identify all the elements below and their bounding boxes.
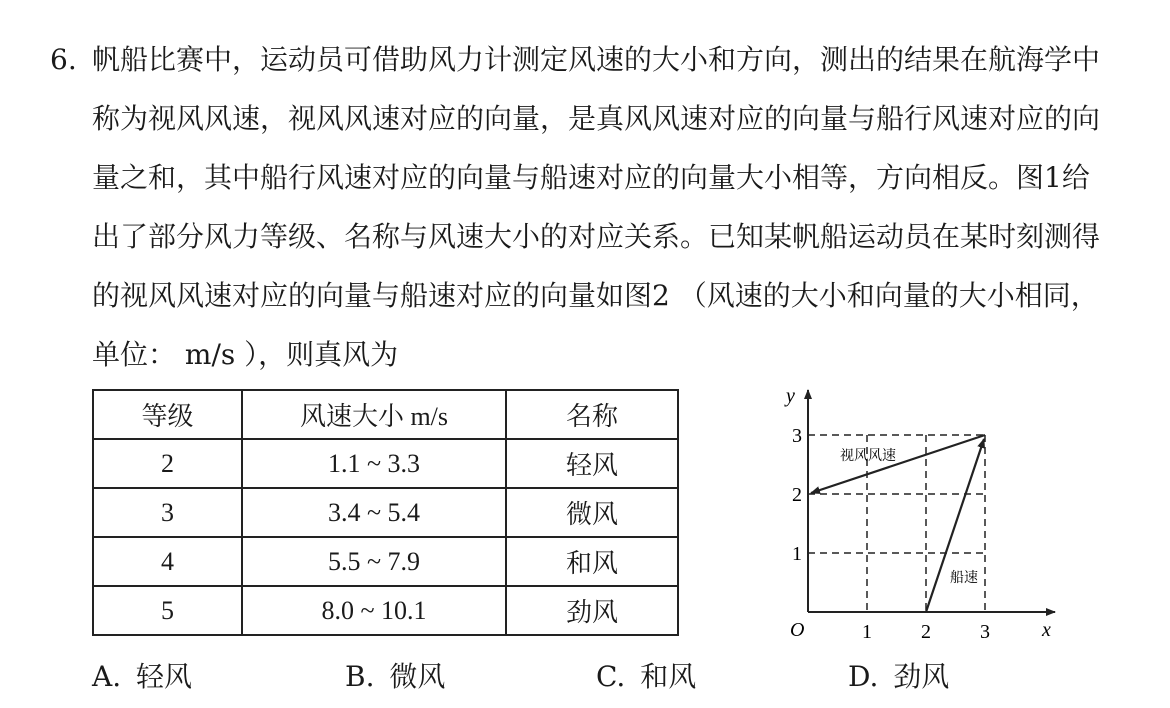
cell-speed: 5.5 ~ 7.9 xyxy=(242,537,506,586)
table-row xyxy=(93,586,678,635)
cell-level: 2 xyxy=(93,439,242,488)
question-line-1: 帆船比赛中，运动员可借助风力计测定风速的大小和方向，测出的结果在航海学中 xyxy=(92,43,1101,76)
cell-name: 和风 xyxy=(506,537,678,586)
y-tick-label: 2 xyxy=(792,484,802,506)
y-axis-label: y xyxy=(786,385,795,407)
x-tick-label: 1 xyxy=(862,621,872,643)
header-name: 名称 xyxy=(506,390,678,439)
boat-speed-label: 船速 xyxy=(950,571,978,586)
option-c[interactable] xyxy=(596,655,696,695)
question-number: 6. xyxy=(50,43,77,76)
apparent-wind-vector xyxy=(811,435,985,493)
y-tick-label: 1 xyxy=(792,543,802,565)
x-tick-label: 3 xyxy=(980,621,990,643)
x-tick-label: 2 xyxy=(921,621,931,643)
table-header-row xyxy=(93,390,678,439)
option-letter: B. xyxy=(345,660,375,693)
option-a[interactable] xyxy=(92,655,192,695)
option-d[interactable] xyxy=(848,655,949,695)
apparent-wind-label: 视风风速 xyxy=(840,449,896,464)
x-axis-label: x xyxy=(1042,619,1051,641)
cell-level: 5 xyxy=(93,586,242,635)
cell-speed: 1.1 ~ 3.3 xyxy=(242,439,506,488)
wind-scale-table xyxy=(92,389,679,636)
option-text: 微风 xyxy=(389,660,446,693)
option-b[interactable] xyxy=(345,655,445,695)
boat-speed-vector xyxy=(926,439,984,612)
table-row xyxy=(93,488,678,537)
table-row xyxy=(93,537,678,586)
question-line-4: 出了部分风力等级、名称与风速大小的对应关系。已知某帆船运动员在某时刻测得 xyxy=(92,220,1101,253)
cell-level: 3 xyxy=(93,488,242,537)
header-speed: 风速大小 m/s xyxy=(242,390,506,439)
cell-speed: 3.4 ~ 5.4 xyxy=(242,488,506,537)
question-line-6: 单位： m/s ），则真风为 xyxy=(92,338,399,371)
cell-name: 微风 xyxy=(506,488,678,537)
option-text: 轻风 xyxy=(136,660,193,693)
question-line-3: 量之和，其中船行风速对应的向量与船速对应的向量大小相等，方向相反。图1给 xyxy=(92,161,1090,194)
cell-level: 4 xyxy=(93,537,242,586)
option-text: 劲风 xyxy=(893,660,950,693)
option-letter: A. xyxy=(92,660,122,693)
origin-label: O xyxy=(790,619,805,641)
cell-name: 劲风 xyxy=(506,586,678,635)
cell-speed: 8.0 ~ 10.1 xyxy=(242,586,506,635)
option-text: 和风 xyxy=(640,660,697,693)
option-letter: C. xyxy=(596,660,626,693)
question-line-5: 的视风风速对应的向量与船速对应的向量如图2 （风速的大小和向量的大小相同， xyxy=(92,279,1099,312)
header-level: 等级 xyxy=(93,390,242,439)
vector-figure xyxy=(770,380,1070,650)
option-letter: D. xyxy=(848,660,879,693)
y-tick-label: 3 xyxy=(792,425,802,447)
cell-name: 轻风 xyxy=(506,439,678,488)
question-line-2: 称为视风风速，视风风速对应的向量，是真风风速对应的向量与船行风速对应的向 xyxy=(92,102,1101,135)
table-row xyxy=(93,439,678,488)
